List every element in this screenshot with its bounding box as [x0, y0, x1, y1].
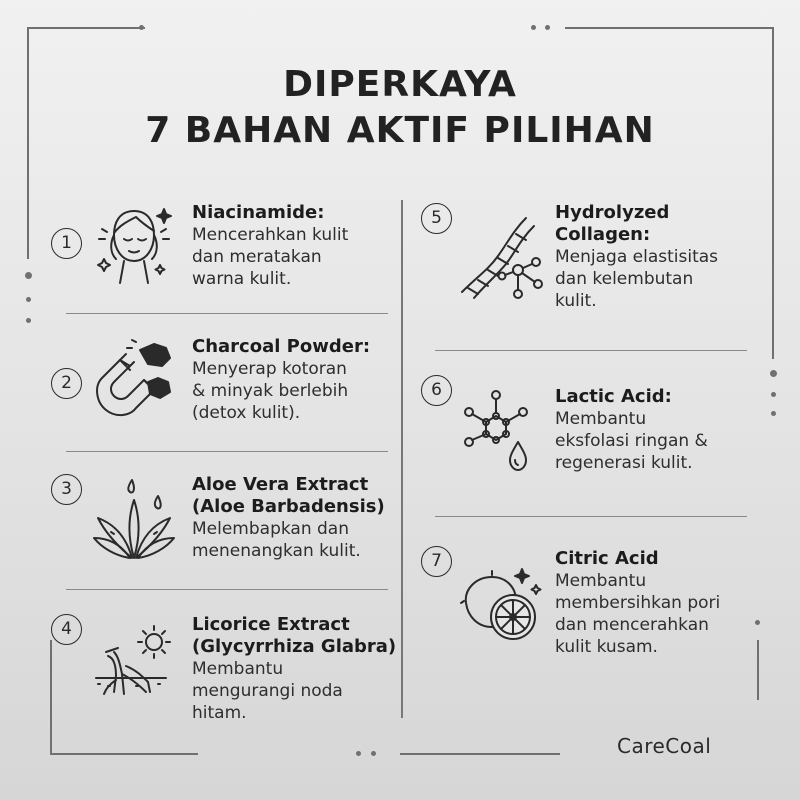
frame-dot — [755, 620, 760, 625]
ingredient-desc-line: mengurangi noda — [192, 681, 343, 701]
row-separator — [435, 350, 747, 351]
brand-logo: CareCoal — [617, 734, 712, 758]
dna-molecule-icon — [458, 212, 548, 304]
ingredient-name: Citric Acid — [555, 548, 659, 569]
row-separator — [66, 451, 388, 452]
ingredient-aloe-vera — [192, 474, 385, 562]
frame-dot — [139, 25, 144, 30]
ingredient-name: Hydrolyzed — [555, 202, 670, 223]
ingredient-desc-line: (detox kulit). — [192, 403, 301, 423]
item-number-3: 3 — [51, 474, 82, 505]
ingredient-niacinamide — [192, 202, 348, 290]
ingredient-desc-line: Menjaga elastisitas — [555, 247, 719, 267]
frame-dot — [356, 751, 361, 756]
ingredient-name: (Glycyrrhiza Glabra) — [192, 636, 397, 657]
ingredient-desc-line: Membantu — [192, 659, 284, 679]
item-number-7: 7 — [421, 546, 452, 577]
ingredient-desc-line: dan kelembutan — [555, 269, 694, 289]
row-separator — [66, 313, 388, 314]
frame-dot — [26, 297, 31, 302]
item-number-4: 4 — [51, 614, 82, 645]
row-separator — [435, 516, 747, 517]
frame-dot — [770, 370, 777, 377]
item-number-6: 6 — [421, 375, 452, 406]
page-title — [0, 62, 800, 154]
frame-dot — [25, 272, 32, 279]
ingredient-desc-line: Menyerap kotoran — [192, 359, 347, 379]
ingredient-citric-acid — [555, 548, 720, 658]
ingredient-desc-line: & minyak berlebih — [192, 381, 349, 401]
ingredient-desc-line: menenangkan kulit. — [192, 541, 361, 561]
ingredient-desc-line: Membantu — [555, 571, 647, 591]
face-sparkle-icon — [94, 203, 174, 287]
licorice-root-icon — [92, 622, 176, 704]
column-divider — [401, 200, 403, 718]
frame-dot — [26, 318, 31, 323]
item-number-5: 5 — [421, 203, 452, 234]
ingredient-licorice-extract — [192, 614, 396, 724]
frame-bottom-mid-line — [400, 753, 560, 755]
item-number-1: 1 — [51, 228, 82, 259]
frame-dot — [371, 751, 376, 756]
ingredient-desc-line: Melembapkan dan — [192, 519, 349, 539]
ingredient-desc-line: dan mencerahkan — [555, 615, 709, 635]
ingredient-name: Collagen: — [555, 224, 651, 245]
ingredient-desc-line: kulit kusam. — [555, 637, 658, 657]
ingredient-desc-line: Membantu — [555, 409, 647, 429]
frame-bottom-left-vertical — [50, 640, 52, 754]
frame-top-right-line — [565, 27, 773, 29]
frame-top-left-line — [27, 27, 145, 29]
ingredient-desc-line: kulit. — [555, 291, 597, 311]
ingredient-name: Charcoal Powder: — [192, 336, 371, 357]
item-number-2: 2 — [51, 368, 82, 399]
ingredient-desc-line: regenerasi kulit. — [555, 453, 693, 473]
ingredient-charcoal-powder — [192, 336, 370, 424]
ingredient-desc-line: warna kulit. — [192, 269, 292, 289]
ingredient-desc-line: eksfolasi ringan & — [555, 431, 708, 451]
ingredient-hydrolyzed-collagen — [555, 202, 718, 312]
ingredient-name: Lactic Acid: — [555, 386, 672, 407]
molecule-drop-icon — [460, 386, 542, 472]
frame-bottom-right-vertical — [757, 640, 759, 700]
frame-dot — [531, 25, 536, 30]
ingredient-name: Niacinamide: — [192, 202, 325, 223]
frame-dot — [771, 392, 776, 397]
aloe-vera-icon — [92, 478, 176, 562]
title-line-1: DIPERKAYA — [283, 64, 517, 105]
ingredient-name: Licorice Extract — [192, 614, 350, 635]
lemon-citrus-icon — [458, 565, 544, 647]
ingredient-name: Aloe Vera Extract — [192, 474, 369, 495]
charcoal-magnet-icon — [92, 338, 176, 418]
frame-bottom-left-line — [50, 753, 198, 755]
ingredient-desc-line: Mencerahkan kulit — [192, 225, 349, 245]
title-line-2: 7 BAHAN AKTIF PILIHAN — [145, 110, 655, 151]
row-separator — [66, 589, 388, 590]
ingredient-name: (Aloe Barbadensis) — [192, 496, 385, 517]
ingredient-lactic-acid — [555, 386, 708, 474]
ingredient-desc-line: membersihkan pori — [555, 593, 721, 613]
frame-dot — [545, 25, 550, 30]
ingredient-desc-line: dan meratakan — [192, 247, 322, 267]
frame-dot — [771, 411, 776, 416]
ingredient-desc-line: hitam. — [192, 703, 247, 723]
